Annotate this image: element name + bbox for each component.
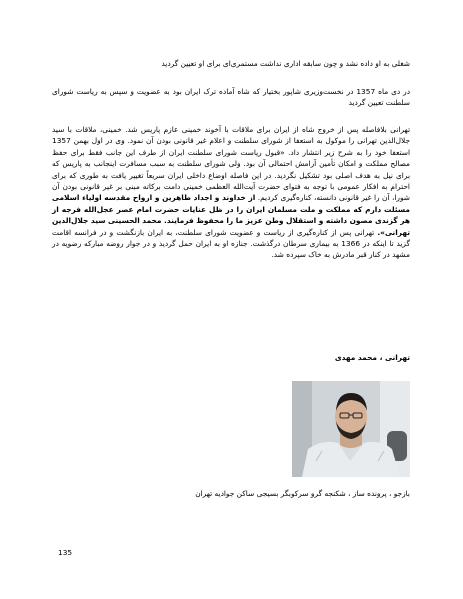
paragraph-3 xyxy=(52,124,410,261)
paragraph-1-text: شغلی به او داده نشد و چون سابقه اداری نداشت مستمری‌ای برای او تعیین گردید xyxy=(161,59,410,68)
paragraph-1 xyxy=(52,58,410,69)
paragraph-3-bold-quote: از خداوند و اجداد طاهرین و ارواح مقدسه اولیاء اسلامی مسئلت دارم که مملکت و ملت مسلمان ایران را در ظل عنایات حضرت امام عصر عجل‌الله فرجه از هر گزندی مصون داشته و استقلال وطن عزیز ما را محفوظ فرمایند. محمد الحسینی سید جلال‌الدین تهرانی». xyxy=(52,193,410,237)
paragraph-2 xyxy=(52,86,410,109)
paragraph-3-text xyxy=(52,124,410,261)
author-heading xyxy=(52,352,410,363)
portrait-photo-graphic xyxy=(292,381,410,477)
paragraph-3-normal: تهرانی بلافاصله پس از خروج شاه از ایران برای ملاقات با آخوند خمینی عازم پاریس شد. خمینی، ملاقات با سید جلال‌الدین تهرانی را موکول به استعفا از شورای سلطنت و اعلام غیر قانونی بودن آن نمود. وی در اول بهمن 1357 استعفا خود را به شرح زیر انتشار داد. «قبول ریاست شورای سلطنت ایران از طرف این جانب فقط برای حفظ مصالح مملکت و امکان تأمین آرامش احتمالی آن بود. ولی شورای سلطنت به سبب مسافرت اینجانب به پاریس که برای نیل به هدف اصلی بود تشکیل نگردید. در این فاصله اوضاع داخلی ایران سریعاً تغییر یافت به طوری که برای احترام به افکار عمومی با توجه به فتوای حضرت آیت‌الله العظمی خمینی دامت برکاته مبنی بر غیر قانونی بودن آن شورا، آن را غیر قانونی دانسته، کناره‌گیری کردیم. xyxy=(52,125,410,203)
portrait-photo xyxy=(292,381,410,477)
page-number: 135 xyxy=(58,548,73,557)
photo-caption: بازجو ، پرونده ساز ، شکنجه گرو سرکوبگر بسیجی ساکن جوادیه تهران xyxy=(195,489,410,498)
paragraph-3-tail: تهرانی پس از کناره‌گیری از ریاست و عضویت شورای سلطنت، به ایران بازنگشت و در فرانسه اقامت گزید تا اینکه در 1366 به بیماری سرطان درگذشت. جنازه او به ایران حمل گردید و در جوار روضه مبارکه رضویه در مشهد در کنار قبر مادرش به خاک سپرده شد. xyxy=(52,227,410,260)
author-name: تهرانی ، محمد مهدی xyxy=(334,353,410,362)
paragraph-2-text: در دی ماه 1357 در نخست‌وزیری شاپور بختیار که شاه آماده ترک ایران بود به عضویت و سپس به ریاست شورای سلطنت تعیین گردید xyxy=(52,87,410,108)
